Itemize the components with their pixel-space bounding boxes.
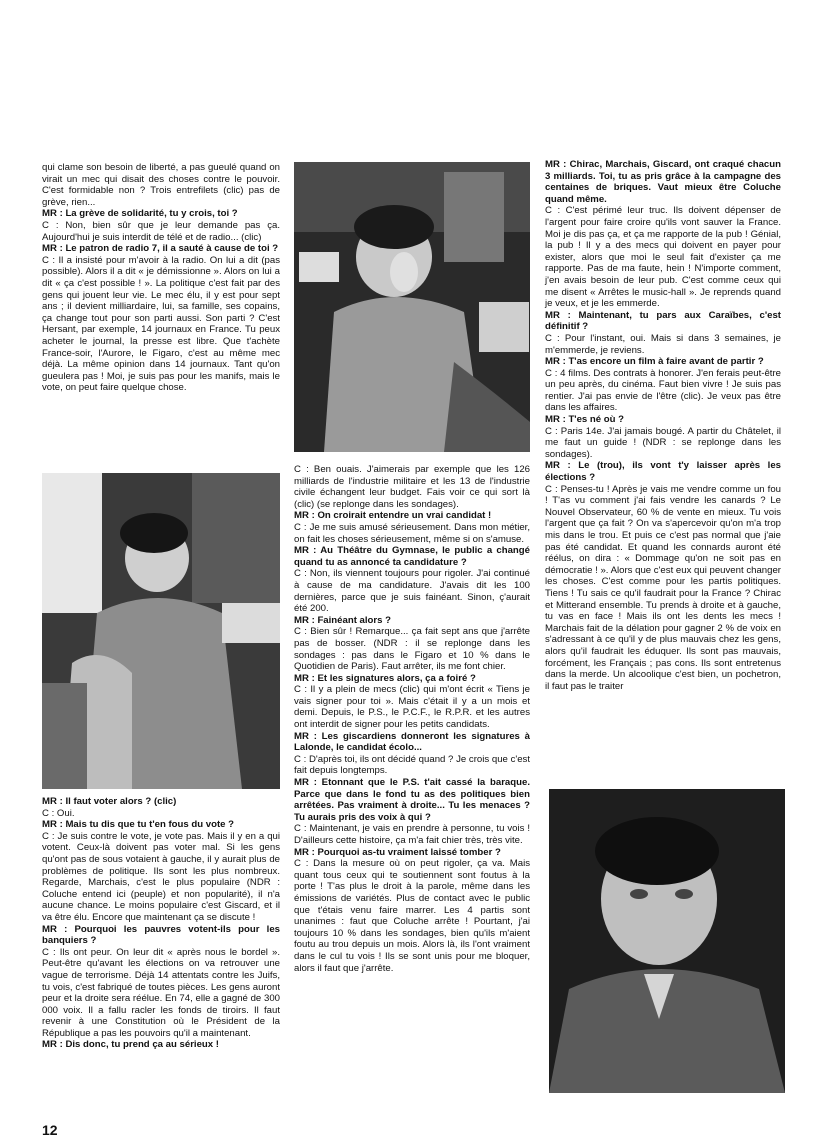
question-paragraph: MR : Pourquoi as-tu vraiment laissé tomber ?: [294, 846, 501, 858]
text-column-middle: [294, 464, 530, 974]
text-column-right: [545, 159, 781, 692]
answer-paragraph: C : Il a insisté pour m'avoir à la radio. On lui a dit (pas possible). Alors il a dit « je démissionne ». Alors on lui a dit « ça c'est possible ! ». La politique c'est fait par des gens qui jouent leur vie. Le mec élu, il y est pour sept ans ; il devient milliardaire, lui, sa famille, ses copains, ça change tout pour son parti aussi. Son parti ? C'est Hersant, par exemple, 14 journaux en France. Tu peux acheter le journal, la presse est libre. Que t'achète France-soir, l'Aurore, le Figaro, c'est au même mec déjà. La même opinion dans 14 journaux. Tant qu'on gueulera pas ! Moi, je suis pas pour les manifs, mais le vote, on peut faire quelque chose.: [42, 254, 280, 394]
answer-paragraph: C : C'est périmé leur truc. Ils doivent dépenser de l'argent pour faire croire qu'ils vont sauver la France. Moi je dis pas ça, et ça me rapporte de la pub ! Génial, la pub ! Il y a des mecs qui doivent en payer pour exister, alors que moi le seul fait d'exister ça me rapporte. Pas de ma faute, hein ! N'importe comment, j'en avais besoin de leur pub. C'est comme ceux qui me disent « Arrêtes le music-hall ». Je reprends quand je veux, et je les emmerde.: [545, 205, 781, 310]
question-paragraph: MR : On croirait entendre un vrai candidat !: [294, 510, 492, 522]
answer-paragraph: C : Maintenant, je vais en prendre à personne, tu vois ! D'ailleurs cette histoire, ça m'a fait chier très, très vite.: [294, 823, 530, 846]
question-paragraph: MR : Dis donc, tu prend ça au sérieux !: [42, 1039, 219, 1051]
answer-paragraph: C : Oui.: [42, 807, 75, 819]
answer-paragraph: C : Il y a plein de mecs (clic) qui m'ont écrit « Tiens je vais signer pour toi ». Mais c'était il y a un mois et demi. Depuis, le P.S., le P.C.F., le R.P.R. et les autres ont interdit de signer pour les petits candidats.: [294, 684, 530, 731]
question-paragraph: MR : T'as encore un film à faire avant de partir ?: [545, 356, 764, 368]
question-paragraph: MR : Maintenant, tu pars aux Caraïbes, c'est définitif ?: [545, 309, 781, 333]
photo-coluche-seated: [42, 473, 280, 789]
question-paragraph: MR : La grève de solidarité, tu y crois, toi ?: [42, 208, 238, 220]
answer-paragraph: C : Ben ouais. J'aimerais par exemple que les 126 milliards de l'industrie militaire et les 13 de l'industrie civile échangent leur budget. Fais voir ce qui sort là (clic) (se replonge dans les sondages).: [294, 464, 530, 510]
question-paragraph: MR : Le (trou), ils vont t'y laisser après les élections ?: [545, 460, 781, 484]
answer-paragraph: C : Dans la mesure où on peut rigoler, ça va. Mais quant tous ceux qui te soutiennent sont foutus à la porte ! T'as plus le droit à la parole, même dans les émissions de variétés. Plus de contact avec le public que t'étais venu faire marrer. Les 4 partis sont unanimes : faut que Coluche arrête ! Pourtant, j'ai toujours 10 % dans les sondages, bien qu'ils m'aient foutu au trou depuis un mois. Alors là, ils l'ont vraiment dans le cul tu vois ! Ils se sont unis pour me bloquer, alors il faut que j'arrête.: [294, 858, 530, 974]
question-paragraph: MR : Le patron de radio 7, il a sauté à cause de toi ?: [42, 243, 279, 255]
text-column-left-bottom: [42, 796, 280, 1051]
question-paragraph: MR : Les giscardiens donneront les signatures à Lalonde, le candidat écolo...: [294, 730, 530, 754]
answer-paragraph: C : Paris 14e. J'ai jamais bougé. A partir du Châtelet, il me faut un guide ! (NDR : se replonge dans les sondages).: [545, 425, 781, 460]
answer-paragraph: qui clame son besoin de liberté, a pas gueulé quand on virait un mec qui disait des choses contre le pouvoir. C'est formidable non ? Trois entrefilets (clic) pas de grève, rien...: [42, 162, 280, 208]
answer-paragraph: C : Non, ils viennent toujours pour rigoler. J'ai continué à cause de ma candidature. J'avais dit les 100 dernières, parce que je suis fainéant. Sinon, ç'aurait été 200.: [294, 568, 530, 615]
question-paragraph: MR : Fainéant alors ?: [294, 614, 392, 626]
answer-paragraph: C : Je suis contre le vote, je vote pas. Mais il y en a qui votent. Ceux-là doivent pas voter mal. Si les gens qu'ont pas de sous votaient à gauche, il y aurait plus de problèmes de politique. Ils sont les plus nombreux. Regarde, Marchais, c'est le plus populaire (NDR : Coluche entend ici (peuple) et non popularité), il n'a aucune chance. Le moins populaire c'est Giscard, et il va être élu. Encore que maintenant ça se discute !: [42, 830, 280, 923]
photo-coluche-hand-on-face: [294, 162, 530, 452]
photo-coluche-portrait: [549, 789, 785, 1093]
question-paragraph: MR : Pourquoi les pauvres votent-ils pour les banquiers ?: [42, 923, 280, 947]
text-column-left-top: [42, 162, 280, 394]
answer-paragraph: C : Bien sûr ! Remarque... ça fait sept ans que j'arrête pas de bosser. (NDR : il se replonge dans les sondages : pas dans le Figaro et 10 % dans le Quotidien de Paris). Faut arrêter, ils me font chier.: [294, 626, 530, 673]
answer-paragraph: C : Non, bien sûr que je leur demande pas ça. Aujourd'hui je suis interdit de télé et de radio... (clic): [42, 219, 280, 243]
page-number: 12: [42, 1122, 58, 1138]
question-paragraph: MR : Mais tu dis que tu t'en fous du vote ?: [42, 819, 235, 831]
answer-paragraph: C : 4 films. Des contrats à honorer. J'en ferais peut-être un peu après, du cinéma. Faut bien vivre ! Je suis pas rentier. J'ai pas envie de l'être (clic). Je veux pas être dans les affaires.: [545, 367, 781, 414]
answer-paragraph: C : Pour l'instant, oui. Mais si dans 3 semaines, je m'emmerde, je reviens.: [545, 332, 781, 356]
question-paragraph: MR : Et les signatures alors, ça a foiré ?: [294, 672, 476, 684]
question-paragraph: MR : Au Théâtre du Gymnase, le public a changé quand tu as annoncé ta candidature ?: [294, 545, 530, 568]
question-paragraph: MR : Il faut voter alors ? (clic): [42, 796, 177, 807]
question-paragraph: MR : Chirac, Marchais, Giscard, ont craqué chacun 3 milliards. Toi, tu as pris grâce à la campagne des centaines de briques. Vaut mieux être Coluche quand même.: [545, 159, 781, 205]
answer-paragraph: C : Ils ont peur. On leur dit « après nous le bordel ». Peut-être qu'avant les élections on va retrouver une vague de terrorisme. Déjà 14 attentats contre les Juifs, tu vois, c'est fabriqué de toutes pièces. Les gens auront peur et la droite sera réélue. En 74, elle a gagné de 300 000 voix. Il a fallu racler les fonds de tiroirs. Il faut revenir à une Constitution où le Président de la République a pas les pouvoirs qu'il a maintenant.: [42, 946, 280, 1039]
question-paragraph: MR : Etonnant que le P.S. t'ait cassé la baraque. Parce que dans le fond tu as des politiques bien arrêtées. Pas vraiment à droite... Tu les menaces ? Tu aurais pris des voix à qui ?: [294, 777, 530, 823]
answer-paragraph: C : Penses-tu ! Après je vais me vendre comme un fou ! T'as vu comment j'ai fais vendre les canards ? Le Nouvel Observateur, 60 % de vente en mieux. Tu vois l'argent que ça fait ? On va s'apercevoir qu'on m'a trop mis dans le trou. Et puis ce c'est pas normal que j'aie pas été candidat. Et quand les connards auront été réélus, on dira : « Dommage qu'on ne soit pas en démocratie ! ». Alors que c'est eux qui peuvent changer les choses. C'est comme pour les partis politiques. Tiens ! Tu sais ce qu'il faudrait pour la France ? Chirac et Mitterand ensemble. Tu prends à droite et à gauche, tu vas en face ! Mais ils ont les dents les mecs ! Marchais fait de la délation pour gagner 2 % de voix en s'adressant à ce qu'il y de plus mauvais chez les gens, alors qu'il faudrait les éduquer. Ils sont pas mauvais, forcément, les Français ; pas cons. Ils sont entretenus dans la merde. Un alcoolique c'est bien, un pochetron, il faut pas le traiter: [545, 483, 781, 692]
answer-paragraph: C : D'après toi, ils ont décidé quand ? Je crois que c'est fait depuis longtemps.: [294, 753, 530, 777]
answer-paragraph: C : Je me suis amusé sérieusement. Dans mon métier, on fait les choses sérieusement, même si on s'amuse.: [294, 521, 530, 545]
question-paragraph: MR : T'es né où ?: [545, 414, 625, 426]
